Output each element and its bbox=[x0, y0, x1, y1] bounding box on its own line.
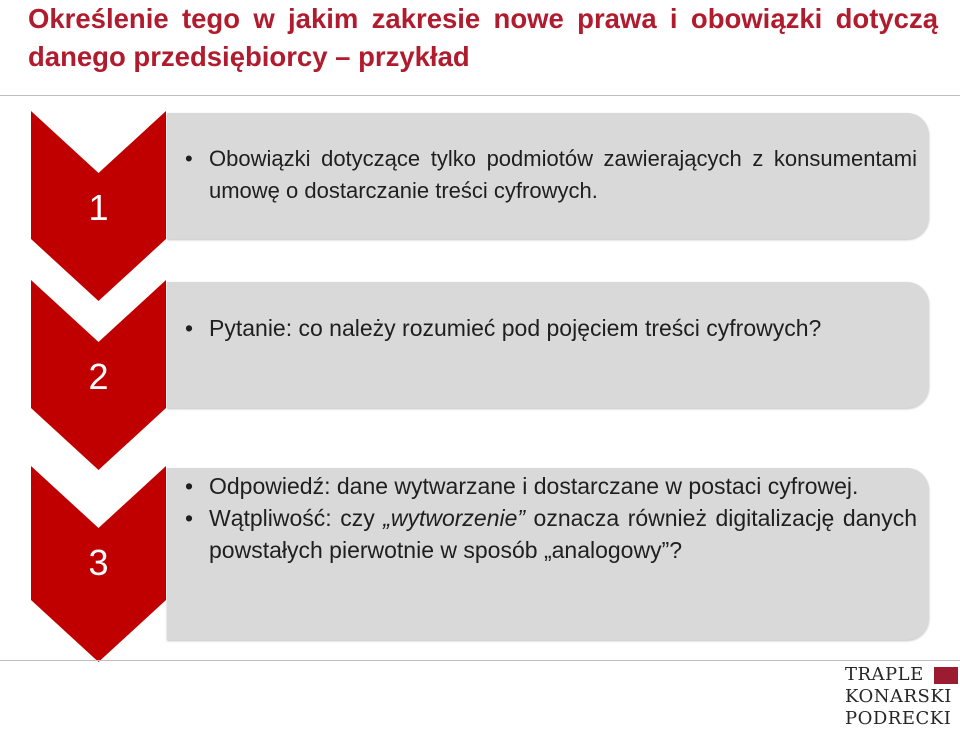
doubt-text-before: czy bbox=[331, 505, 384, 531]
answer-label: Odpowiedź: bbox=[209, 473, 331, 499]
doubt-label: Wątpliwość: bbox=[209, 505, 332, 531]
bottom-divider bbox=[0, 660, 960, 661]
step-1-number: 1 bbox=[88, 187, 109, 228]
step-2-box bbox=[167, 282, 929, 408]
step-1-box bbox=[167, 113, 929, 239]
step-3-box bbox=[167, 468, 929, 640]
logo-square bbox=[934, 667, 958, 684]
step-2-bullet bbox=[185, 312, 917, 344]
doubt-emphasis: „wytworzenie” bbox=[383, 505, 526, 531]
question-text: co należy rozumieć pod pojęciem treści cyfrowych? bbox=[292, 315, 822, 341]
step-1-bullet bbox=[185, 143, 917, 207]
answer-bullet bbox=[185, 470, 917, 502]
doubt-text-after: oznacza również digitalizację danych powstałych pierwotnie w sposób „analogowy”? bbox=[209, 505, 918, 563]
step-3-number: 3 bbox=[88, 542, 109, 583]
question-label: Pytanie: bbox=[209, 315, 293, 341]
step-1-text: Obowiązki dotyczące tylko podmiotów zawierających z konsumentami umowę o dostarczanie treści cyfrowych. bbox=[209, 146, 917, 203]
answer-text: dane wytwarzane i dostarczane w postaci cyfrowej. bbox=[330, 473, 859, 499]
step-2-number: 2 bbox=[88, 356, 109, 397]
logo-line-2: KONARSKI bbox=[845, 686, 952, 707]
top-divider bbox=[0, 95, 960, 96]
doubt-bullet bbox=[185, 502, 917, 566]
logo-line-3: PODRECKI bbox=[845, 708, 952, 729]
logo-line-1: TRAPLE bbox=[845, 664, 924, 685]
slide-title: Określenie tego w jakim zakresie nowe prawa i obowiązki dotyczą danego przedsiębiorcy – przykład bbox=[28, 3, 938, 72]
company-logo bbox=[840, 664, 960, 730]
